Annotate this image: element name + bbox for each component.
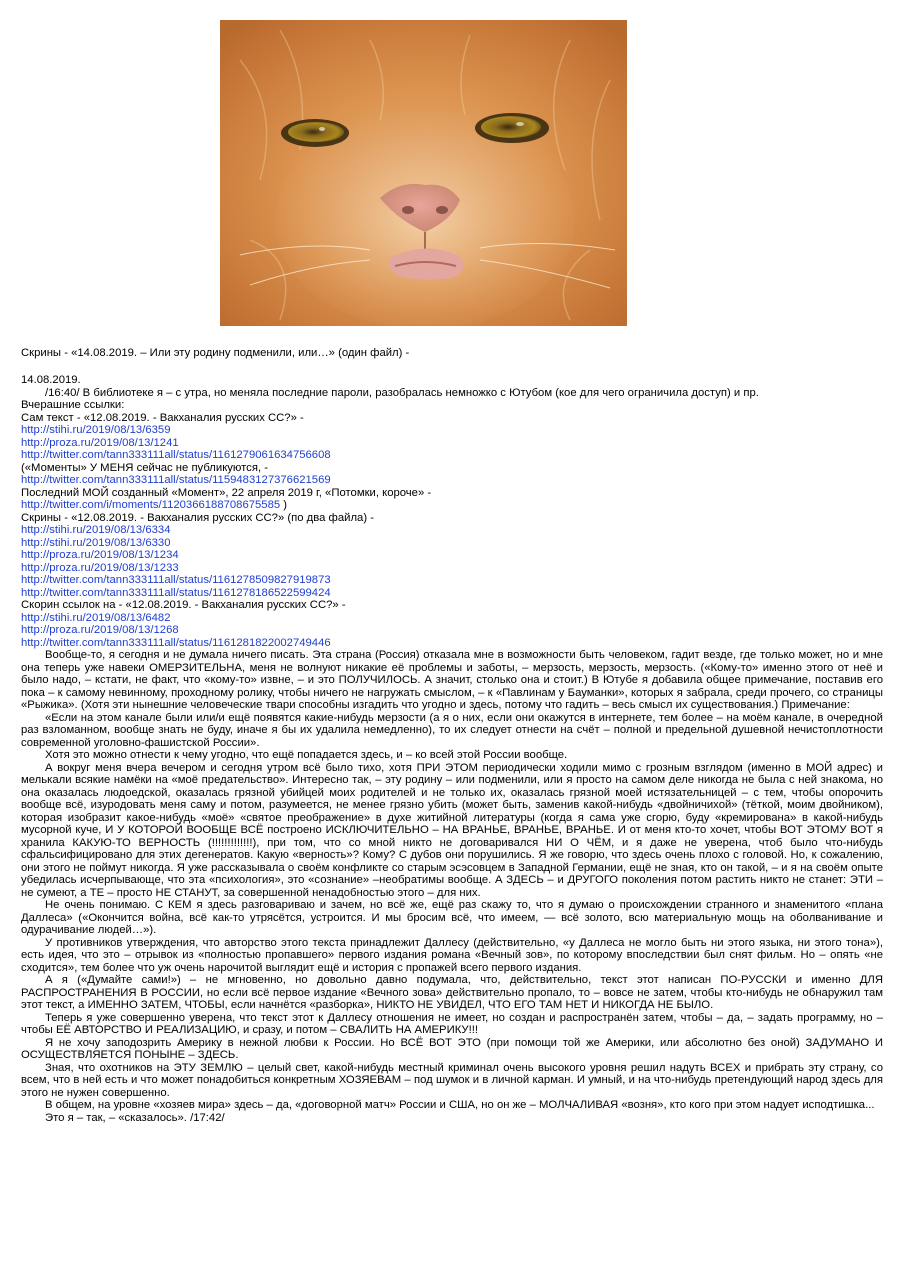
screens-links-label: Скорин ссылок на - «12.08.2019. - Вакханалия русских СС?» -	[21, 599, 346, 611]
moments-label: («Моменты» У МЕНЯ сейчас не публикуются, -	[21, 461, 268, 474]
paragraph: Я не хочу заподозрить Америку в нежной любви к России. Но ВСЁ ВОТ ЭТО (при помощи той же Америки, или абсолютно без оной) ЗАДУМАНО И ОСУЩЕСТВЛЯЕТСЯ ПОНЫНЕ – ЗДЕСЬ.	[21, 1036, 883, 1061]
last-moment-label: Последний МОЙ созданный «Момент», 22 апреля 2019 г, «Потомки, короче» -	[21, 486, 432, 499]
link[interactable]: http://stihi.ru/2019/08/13/6330	[21, 536, 171, 549]
paragraph: В общем, на уровне «хозяев мира» здесь – да, «договорной матч» России и США, но он же – МОЛЧАЛИВАЯ «возня», кто кого при этом надует исподтишка...	[45, 1099, 875, 1111]
paragraph: А вокруг меня вчера вечером и сегодня утром всё было тихо, хотя ПРИ ЭТОМ периодически ходили мимо с грозным взглядом (именно в МОЙ адрес) и мелькали всякие намёки на «моё предательство». Интересно так, – эту родину – или подменили, или я просто на самом деле никогда не была с ней знакома, но она оказалась людоедской, оказалась грязной убийцей моих родителей и не только их, оказалась грязной моей истязательницей – с тем, чтобы опорочить вообще всё, изуродовать меня саму и потом, разумеется, не менее грязно убить (может быть, заменив какой-нибудь «двойничихой» (тёткой, моим двойником), которая изобразит какое-нибудь «моё» «святое преображение» в духе житийной литературы (когда я сама уже сгорю, буду «кремирована» в какой-нибудь мусорной куче, И У КОТОРОЙ ВООБЩЕ ВСЁ построено ИСКЛЮЧИТЕЛЬНО – НА ВРАНЬЕ, ВРАНЬЕ, ВРАНЬЕ. И от меня кто-то хочет, чтобы ВОТ ЭТОМУ ВОТ я хранила КАКУЮ-ТО ВЕРНОСТЬ (!!!!!!!!!!!!!), при том, что со мной никто не договаривался НИ О ЧЁМ, и я даже не уверена, чтоб было что-нибудь сфальсифицировано для этих дегенератов. Какую «верность»? Кому? С дубов они порушились. Я же говорю, что здесь очень плохо с головой. Но, к сожалению, они этого не поймут никогда. Я уже рассказывала о своём конфликте со старым эсэсовцем в Западной Германии, ещё не зная, кто он такой, – и я на своём опыте убедилась исчерпывающе, что эта «психология», это «сознание» –необратимы вообще. А ЗДЕСЬ – и ДРУГОГО поколения потом растить никто не станет: ЭТИ – не сумеют, а ТЕ – просто НЕ СТАНУТ, за совершенной ненадобностью этого – для них.	[21, 761, 883, 899]
closing-paren: )	[280, 499, 288, 511]
entry-date: 14.08.2019.	[21, 374, 81, 386]
link[interactable]: http://proza.ru/2019/08/13/1234	[21, 549, 179, 561]
image-caption: Скрины - «14.08.2019. – Или эту родину подменили, или…» (один файл) -	[21, 347, 410, 359]
intro-line: /16:40/ В библиотеке я – с утра, но меняла последние пароли, разобралась немножко с Ютубом (кое для чего ограничила доступ) и пр.	[45, 386, 759, 399]
paragraph: Не очень понимаю. С КЕМ я здесь разговариваю и зачем, но всё же, ещё раз скажу то, что я думаю о происхождении странного и знаменитого «плана Даллеса» («Окончится война, всё как-то утрясётся, устроится. И мы бросим всё, что имеем, — всё золото, всю материальную мощь на оболванивание и одурачивание людей…»).	[21, 899, 883, 936]
screens-label: Скрины - «12.08.2019. - Вакханалия русских СС?» (по два файла) -	[21, 511, 374, 524]
link[interactable]: http://stihi.ru/2019/08/13/6334	[21, 524, 171, 536]
link[interactable]: http://twitter.com/i/moments/1120366188708675585	[21, 499, 281, 511]
paragraph: Зная, что охотников на ЭТУ ЗЕМЛЮ – целый свет, какой-нибудь местный криминал очень высокого уровня решил надуть ВСЕХ и прибрать эту страну, со всем, что в ней есть и что может понадобиться конкретным ХОЗЯЕВАМ – под шумок и в личной карман. И умный, и на что-нибудь претендующий народ здесь для этого не нужен совершенно.	[21, 1061, 883, 1099]
link[interactable]: http://proza.ru/2019/08/13/1241	[21, 436, 179, 449]
link[interactable]: http://proza.ru/2019/08/13/1233	[21, 561, 179, 574]
link[interactable]: http://twitter.com/tann333111all/status/1161278186522599424	[21, 586, 331, 599]
link[interactable]: http://stihi.ru/2019/08/13/6482	[21, 611, 171, 624]
paragraph: А я («Думайте сами!») – не мгновенно, но довольно давно подумала, что, действительно, текст этот написан ПО-РУССКИ и именно ДЛЯ РАСПРОСТРАНЕНИЯ В РОССИИ, но если всё первое издание «Вечного зова» действительно пропало, то – вовсе не затем, чтобы кто-нибудь не обнаружил там этот текст, а ИМЕННО ЗАТЕМ, ЧТОБЫ, если начнётся «разборка», НИКТО НЕ УВИДЕЛ, ЧТО ЕГО ТАМ НЕТ И НИКОГДА НЕ БЫЛО.	[21, 974, 883, 1011]
document-body	[21, 374, 883, 1124]
link[interactable]: http://twitter.com/tann333111all/status/1161278509827919873	[21, 574, 331, 586]
link[interactable]: http://stihi.ru/2019/08/13/6359	[21, 424, 171, 436]
link[interactable]: http://proza.ru/2019/08/13/1268	[21, 624, 179, 636]
link[interactable]: http://twitter.com/tann333111all/status/1161281822002749446	[21, 636, 331, 649]
closing-line: Это я – так, – «сказалось». /17:42/	[45, 1111, 225, 1124]
cat-photo	[220, 20, 627, 326]
paragraph: Теперь я уже совершенно уверена, что текст этот к Даллесу отношения не имеет, но создан и распространён затем, чтобы – да, – задать программу, но – чтобы ЕЁ АВТОРСТВО И РЕАЛИЗАЦИЮ, и сразу, и потом – СВАЛИТЬ НА АМЕРИКУ!!!	[21, 1011, 883, 1036]
link[interactable]: http://twitter.com/tann333111all/status/1161279061634756608	[21, 449, 331, 461]
yesterday-links-label: Вчерашние ссылки:	[21, 399, 125, 411]
quote-paragraph: «Если на этом канале были или/и ещё появятся какие-нибудь мерзости (а я о них, если они окажутся в интернете, тем более – на моём канале, в очередной раз взломанном, вообще знать не буду, иначе я бы их удалила немедленно), то их следует отнести на счёт – полной и предельной душевной нечистоплотности современной уголовно-фашистской России».	[21, 711, 883, 749]
paragraph: Хотя это можно отнести к чему угодно, что ещё попадается здесь, и – ко всей этой России вообще.	[45, 749, 568, 761]
text-label: Сам текст - «12.08.2019. - Вакханалия русских СС?» -	[21, 411, 304, 424]
link[interactable]: http://twitter.com/tann333111all/status/1159483127376621569	[21, 474, 331, 486]
paragraph: У противников утверждения, что авторство этого текста принадлежит Даллесу (действительно, «у Даллеса не могло быть ни этого языка, ни этого тона»), есть идея, что это – отрывок из «полностью пропавшего» первого издания романа «Вечный зов», по которому впоследствии был снят фильм. Но – опять «не сходится», тем более что уж очень нарочитой выглядит ещё и история с пропажей всего первого издания.	[21, 936, 883, 974]
paragraph: Вообще-то, я сегодня и не думала ничего писать. Эта страна (Россия) отказала мне в возможности быть человеком, гадит везде, где только может, но и мне она теперь уже навеки ОМЕРЗИТЕЛЬНА, меня не волнуют никакие её проблемы и заботы, – мерзость, мерзость, мерзость. («Кому-то» именно этого от неё и было надо, – кстати, не факт, что «кому-то» извне, – и это ПОЛУЧИЛОСЬ. А значит, столько она и стоит.) В Ютубе я добавила общее примечание, поставив его пока – к самому невинному, проходному ролику, чтобы ничего не нагружать смыслом, – к «Павлинам у Бауманки», которых я забрала, среди прочего, со страницы «Рыжика». (Хотя эти нынешние человеческие твари способны изгадить что угодно и здесь, потому что гадить – весь смысл их существования.) Примечание:	[21, 649, 883, 711]
